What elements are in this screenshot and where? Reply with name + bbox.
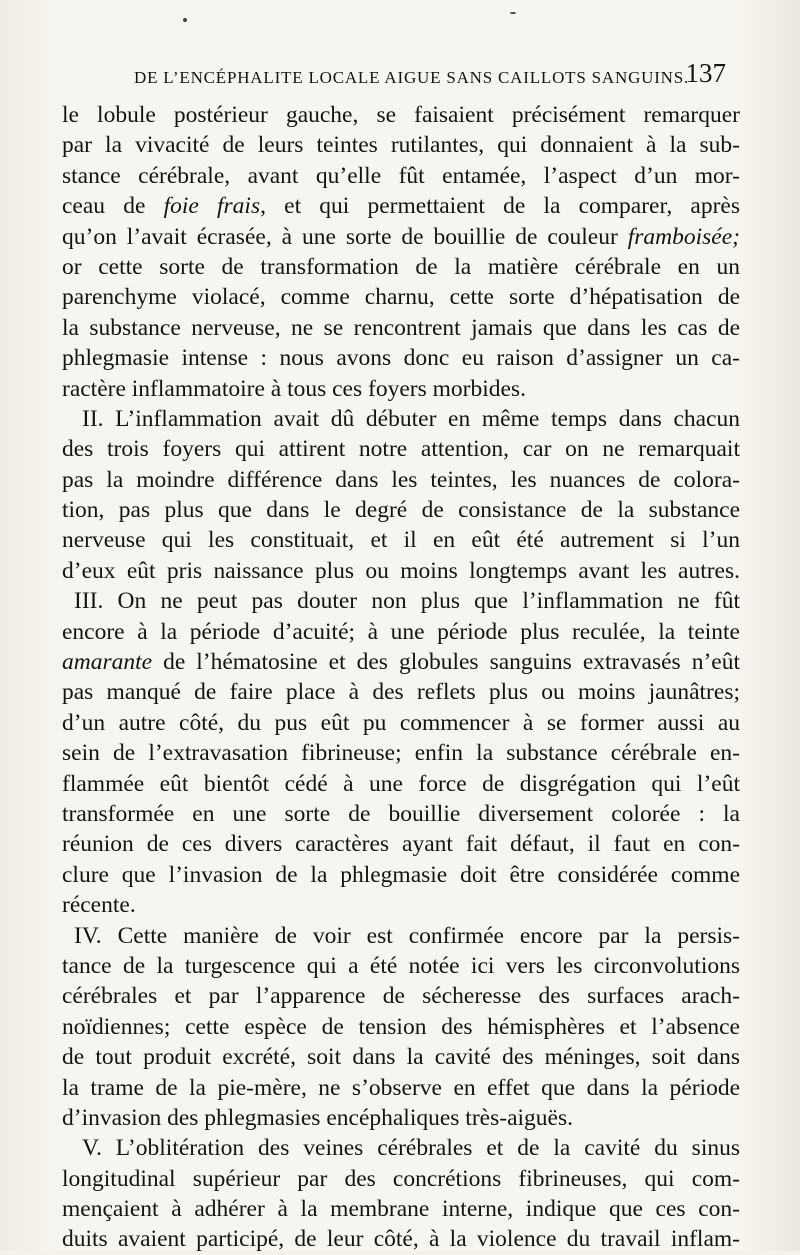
text-line: sein de l’extravasation fibrineuse; enfin la substance cérébrale en- [62, 740, 740, 767]
text-line: phlegmasie intense : nous avons donc eu raison d’assigner un ca- [62, 345, 740, 372]
text-line: le lobule postérieur gauche, se faisaient précisément remarquer [62, 102, 740, 128]
text-line: cérébrales et par l’apparence de sécheresse des surfaces arach- [62, 983, 740, 1010]
text-line: pas manqué de faire place à des reflets plus ou moins jaunâtres; [62, 679, 740, 706]
text-line: d’eux eût pris naissance plus ou moins longtemps avant les autres. [62, 557, 740, 584]
text-line: flammée eût bientôt cédé à une force de disgrégation qui l’eût [62, 770, 740, 797]
text-line: la trame de la pie-mère, ne s’observe en effet que dans la période [62, 1074, 740, 1101]
text-line: d’invasion des phlegmasies encéphaliques très-aiguës. [62, 1104, 573, 1131]
text-line: parenchyme violacé, comme charnu, cette sorte d’hépatisation de [62, 284, 740, 311]
text-line: mençaient à adhérer à la membrane interne, indique que ces con- [62, 1196, 740, 1223]
text-line: d’un autre côté, du pus eût pu commencer à se former aussi au [62, 709, 740, 736]
text-line: noïdiennes; cette espèce de tension des hémisphères et l’absence [62, 1013, 740, 1040]
text-line: III. On ne peut pas douter non plus que l’inflammation ne fût [74, 588, 740, 615]
text-line: duits avaient participé, de leur côté, à la violence du travail inflam- [62, 1226, 740, 1253]
text-line: longitudinal supérieur par des concrétions fibrineuses, qui com- [62, 1165, 740, 1192]
text-line: nerveuse qui les constituait, et il en eût été autrement si l’un [62, 527, 740, 554]
text-line: ceau de foie frais, et qui permettaient de la comparer, après [62, 193, 740, 220]
text-line: transformée en une sorte de bouillie diversement colorée : la [62, 800, 740, 827]
text-line: encore à la période d’acuité; à une période plus reculée, la teinte [62, 618, 740, 645]
text-line: IV. Cette manière de voir est confirmée encore par la persis- [74, 922, 740, 949]
ink-speck [510, 12, 516, 14]
text-line: tion, pas plus que dans le degré de consistance de la substance [62, 497, 740, 524]
page-header [134, 58, 734, 94]
text-line: la substance nerveuse, ne se rencontrent jamais que dans les cas de [62, 314, 740, 341]
text-line: tance de la turgescence qui a été notée ici vers les circonvolutions [62, 952, 740, 979]
text-line: réunion de ces divers caractères ayant fait défaut, il faut en con- [62, 831, 740, 858]
text-line: clure que l’invasion de la phlegmasie doit être considérée comme [62, 861, 740, 888]
text-line: stance cérébrale, avant qu’elle fût entamée, l’aspect d’un mor- [62, 162, 740, 189]
text-line: II. L’inflammation avait dû débuter en même temps dans chacun [82, 405, 740, 432]
text-line: ractère inflammatoire à tous ces foyers morbides. [62, 375, 526, 402]
text-line: des trois foyers qui attirent notre attention, car on ne remarquait [62, 436, 740, 463]
text-line: V. L’oblitération des veines cérébrales et de la cavité du sinus [82, 1135, 740, 1162]
running-head: DE L’ENCÉPHALITE LOCALE AIGUE SANS CAILLOTS SANGUINS. [134, 68, 690, 87]
text-line: récente. [62, 892, 136, 919]
text-line: pas la moindre différence dans les teintes, les nuances de colora- [62, 466, 740, 493]
text-line: amarante de l’hématosine et des globules sanguins extravasés n’eût [62, 649, 740, 676]
text-line: de tout produit excrété, soit dans la cavité des méninges, soit dans [62, 1044, 740, 1071]
ink-speck [183, 18, 187, 22]
page-number: 137 [685, 58, 726, 88]
text-line: qu’on l’avait écrasée, à une sorte de bouillie de couleur framboisée; [62, 223, 740, 250]
text-line: or cette sorte de transformation de la matière cérébrale en un [62, 253, 740, 280]
body-text [62, 100, 740, 1255]
text-line: par la vivacité de leurs teintes rutilantes, qui donnaient à la sub- [62, 132, 740, 159]
